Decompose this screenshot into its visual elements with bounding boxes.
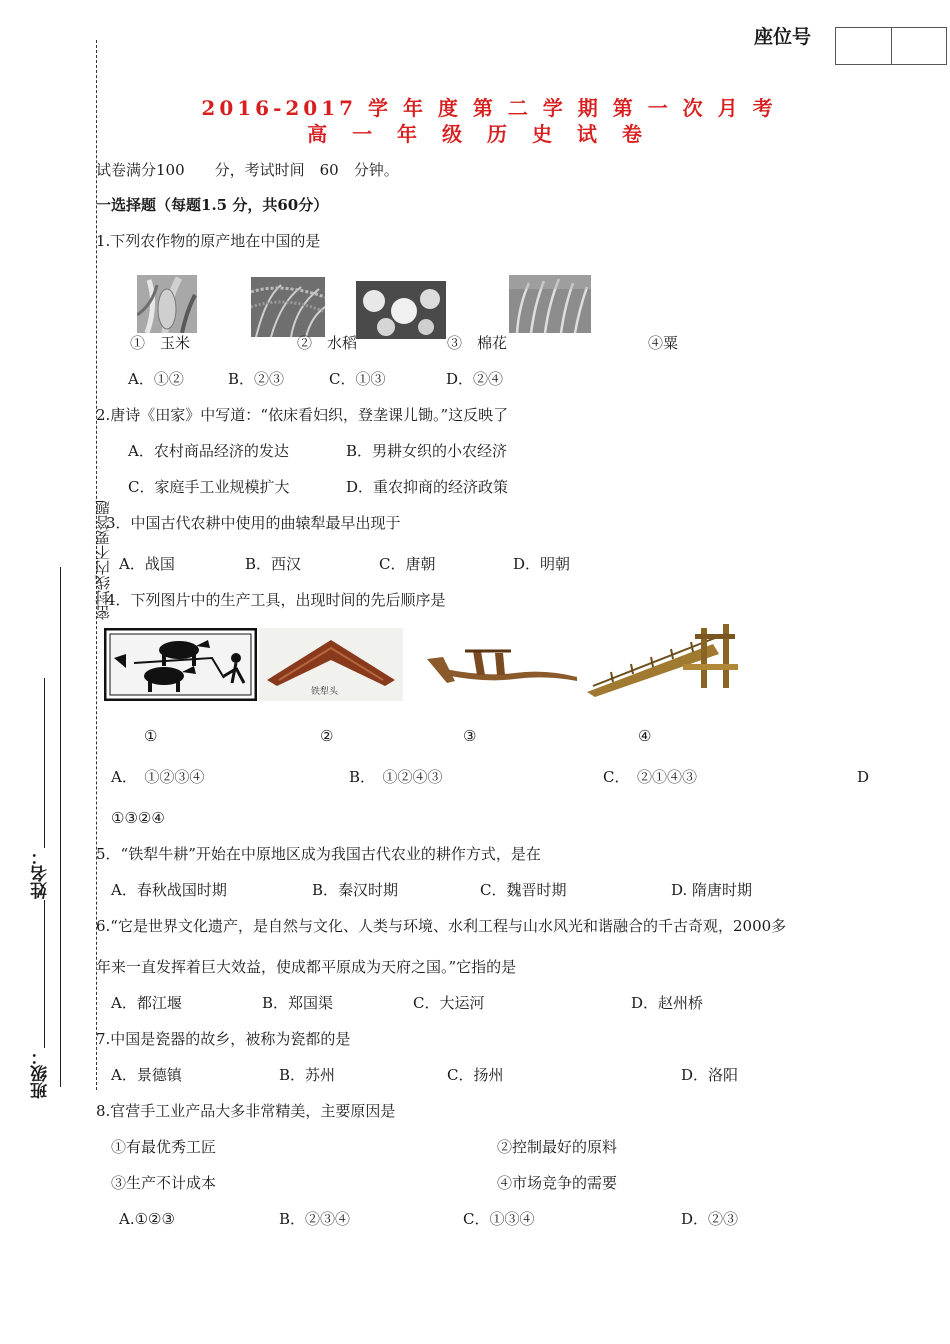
q8-item-2: ②控制最好的原料 — [497, 1138, 618, 1156]
q5-option-b[interactable]: B．秦汉时期 — [312, 881, 399, 899]
class-underline — [44, 900, 45, 1048]
q3-option-b[interactable]: B．西汉 — [245, 555, 302, 573]
q8-option-d[interactable]: D．②③ — [681, 1210, 739, 1228]
plowshare-caption: 铁犁头 — [311, 687, 339, 697]
q2-option-d[interactable]: D．重农抑商的经济政策 — [346, 478, 509, 496]
q6-option-b[interactable]: B．郑国渠 — [262, 994, 334, 1012]
question-6-stem-line2: 年来一直发挥着巨大效益，使成都平原成为天府之国。”它指的是 — [96, 958, 517, 976]
seat-number-box[interactable] — [835, 27, 947, 65]
q2-option-b[interactable]: B．男耕女织的小农经济 — [346, 442, 508, 460]
q4-caption-3: ③ — [463, 727, 477, 745]
q4-option-a[interactable]: A． ①②③④ — [111, 768, 205, 786]
q1-option-b[interactable]: B．②③ — [228, 370, 285, 388]
q4-caption-2: ② — [320, 727, 334, 745]
q5-option-a[interactable]: A．春秋战国时期 — [111, 881, 227, 899]
q3-option-c[interactable]: C．唐朝 — [379, 555, 436, 573]
q4-option-d[interactable]: D — [857, 768, 870, 786]
seat-number-cell[interactable] — [891, 28, 947, 64]
exam-title: 2016-2017 学 年 度 第 二 学 期 第 一 次 月 考 — [201, 96, 777, 120]
q4-caption-4: ④ — [638, 727, 652, 745]
name-underline — [44, 678, 45, 848]
question-7-stem: 7.中国是瓷器的故乡，被称为瓷都的是 — [96, 1030, 351, 1048]
q6-option-c[interactable]: C．大运河 — [413, 994, 485, 1012]
q4-option-d-value: ①③②④ — [111, 809, 165, 827]
seat-number-cell[interactable] — [836, 28, 891, 64]
class-label: 班级： — [31, 1048, 51, 1099]
ox-plowing-picture — [104, 628, 257, 701]
q7-option-b[interactable]: B．苏州 — [279, 1066, 336, 1084]
q4-caption-1: ① — [144, 727, 158, 745]
q7-option-c[interactable]: C．扬州 — [447, 1066, 504, 1084]
q3-option-a[interactable]: A．战国 — [119, 555, 175, 573]
q8-item-1: ①有最优秀工匠 — [111, 1138, 217, 1156]
q1-caption-corn: ① 玉米 — [130, 334, 191, 352]
q8-option-a[interactable]: A.①②③ — [119, 1210, 175, 1228]
curved-plow-picture — [425, 647, 580, 687]
question-4-stem: 4．下列图片中的生产工具，出现时间的先后顺序是 — [106, 591, 446, 609]
question-8-stem: 8.官营手工业产品大多非常精美，主要原因是 — [96, 1102, 396, 1120]
seat-number-label: 座位号 — [754, 26, 812, 48]
q1-caption-rice: ② 水稻 — [297, 334, 358, 352]
rice-picture — [251, 277, 325, 337]
water-wheel-picture — [583, 624, 741, 697]
question-2-stem: 2.唐诗《田家》中写道：“依床看妇织，登垄课儿锄。”这反映了 — [96, 406, 509, 424]
question-1-stem: 1.下列农作物的原产地在中国的是 — [96, 232, 321, 250]
q1-option-c[interactable]: C．①③ — [329, 370, 386, 388]
corn-picture — [137, 275, 197, 333]
binding-note: 密封线内不要答题 — [94, 500, 112, 620]
name-label: 姓名： — [31, 848, 51, 899]
q7-option-d[interactable]: D．洛阳 — [681, 1066, 739, 1084]
q4-option-c[interactable]: C． ②①④③ — [603, 768, 697, 786]
q5-option-c[interactable]: C．魏晋时期 — [480, 881, 567, 899]
exam-info: 试卷满分100 分，考试时间 60 分钟。 — [96, 161, 399, 179]
q1-option-a[interactable]: A．①② — [128, 370, 184, 388]
q6-option-a[interactable]: A．都江堰 — [111, 994, 182, 1012]
q8-item-4: ④市场竞争的需要 — [497, 1174, 618, 1192]
section-title: 一选择题（每题1.5 分，共60分） — [96, 196, 329, 214]
q1-caption-cotton: ③ 棉花 — [447, 334, 508, 352]
q6-option-d[interactable]: D．赵州桥 — [631, 994, 704, 1012]
q8-item-3: ③生产不计成本 — [111, 1174, 217, 1192]
q1-caption-millet: ④粟 — [648, 334, 679, 352]
cotton-picture — [356, 281, 446, 339]
q8-option-b[interactable]: B．②③④ — [279, 1210, 351, 1228]
question-6-stem-line1: 6.“它是世界文化遗产，是自然与文化、人类与环境、水利工程与山水风光和谐融合的千古奇观，2000多 — [96, 917, 787, 935]
question-3-stem: 3．中国古代农耕中使用的曲辕犁最早出现于 — [106, 514, 401, 532]
iron-plowshare-picture — [259, 628, 403, 701]
millet-picture — [509, 275, 591, 333]
q2-option-c[interactable]: C．家庭手工业规模扩大 — [128, 478, 290, 496]
q3-option-d[interactable]: D．明朝 — [513, 555, 571, 573]
q4-option-b[interactable]: B． ①②④③ — [349, 768, 443, 786]
q5-option-d[interactable]: D. 隋唐时期 — [671, 881, 753, 899]
q8-option-c[interactable]: C．①③④ — [463, 1210, 535, 1228]
question-5-stem: 5．“铁犁牛耕”开始在中原地区成为我国古代农业的耕作方式，是在 — [96, 845, 541, 863]
q1-option-d[interactable]: D．②④ — [446, 370, 504, 388]
exam-subtitle: 高 一 年 级 历 史 试 卷 — [307, 122, 651, 146]
q2-option-a[interactable]: A．农村商品经济的发达 — [128, 442, 289, 460]
margin-divider-line — [60, 567, 61, 1087]
q7-option-a[interactable]: A．景德镇 — [111, 1066, 182, 1084]
